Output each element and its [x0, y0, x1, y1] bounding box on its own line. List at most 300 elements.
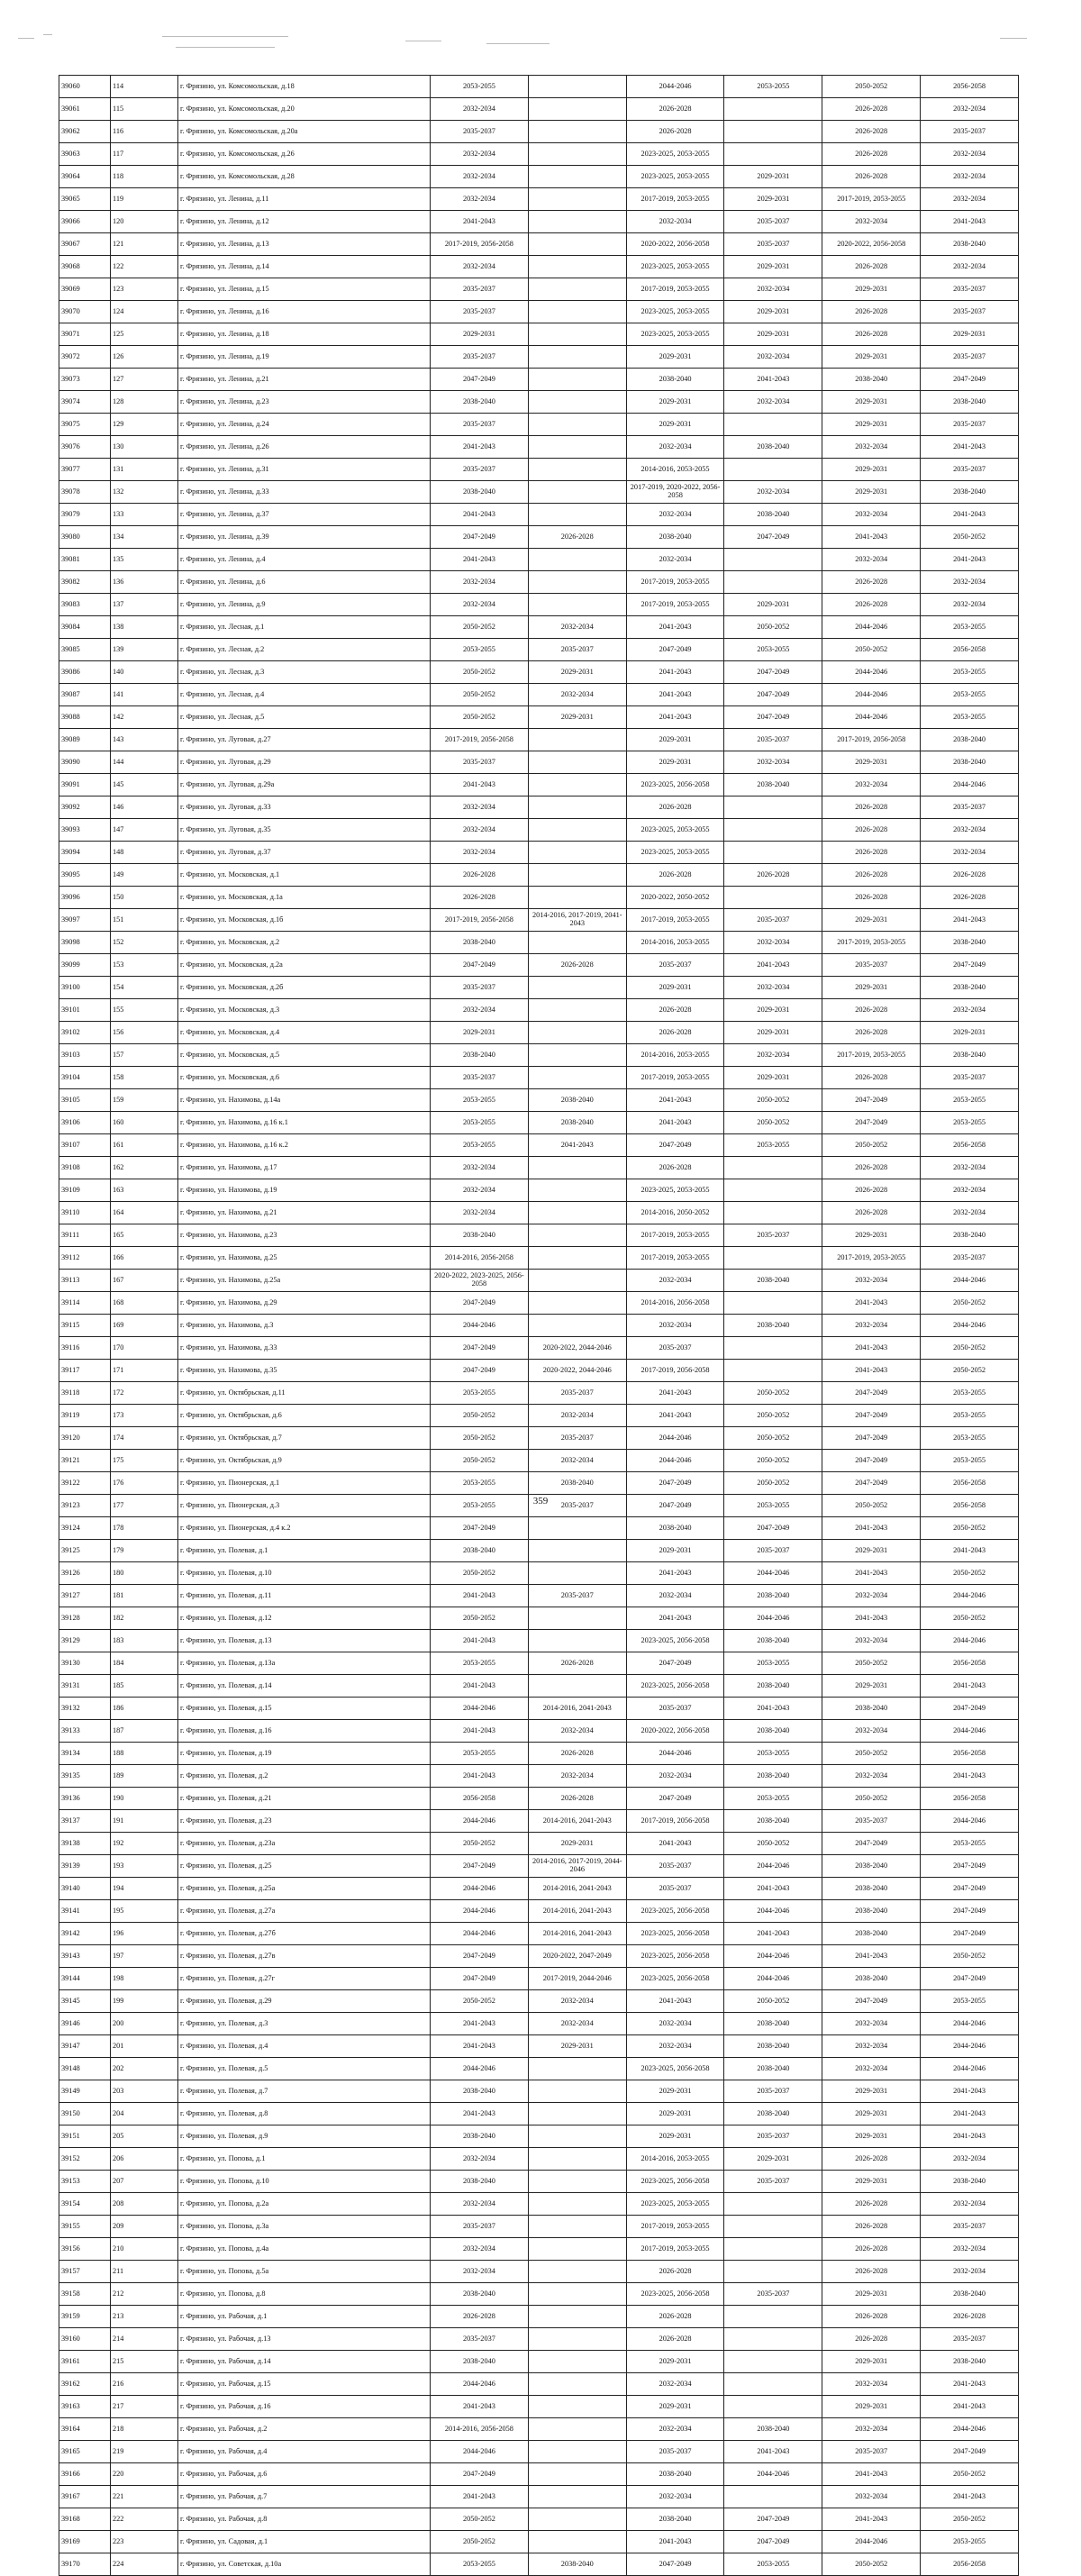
table-row — [59, 1698, 1019, 1720]
address-cell: г. Фрязино, ул. Полевая, д.4 — [178, 2035, 431, 2058]
row-number-cell: 190 — [111, 1788, 178, 1810]
period-cell-6: 2035-2037 — [921, 414, 1019, 436]
period-cell-5: 2050-2052 — [822, 1495, 921, 1517]
row-number-cell: 164 — [111, 1202, 178, 1224]
period-cell-4: 2050-2052 — [724, 1089, 822, 1112]
period-cell-6: 2044-2046 — [921, 1585, 1019, 1607]
address-cell: г. Фрязино, ул. Пионерская, д.3 — [178, 1495, 431, 1517]
period-cell-3: 2038-2040 — [626, 526, 724, 549]
row-number-cell: 216 — [111, 2373, 178, 2396]
period-cell-2 — [528, 1179, 626, 1202]
row-id-cell: 39127 — [59, 1585, 111, 1607]
period-cell-2 — [528, 999, 626, 1022]
period-cell-4: 2050-2052 — [724, 1990, 822, 2013]
row-number-cell: 187 — [111, 1720, 178, 1743]
register-table — [59, 75, 1019, 2576]
period-cell-2 — [528, 2396, 626, 2418]
period-cell-3: 2041-2043 — [626, 1833, 724, 1855]
period-cell-6: 2047-2049 — [921, 1968, 1019, 1990]
period-cell-4 — [724, 98, 822, 121]
table-row — [59, 751, 1019, 774]
period-cell-6: 2047-2049 — [921, 2441, 1019, 2463]
period-cell-2: 2032-2034 — [528, 1765, 626, 1788]
period-cell-6: 2053-2055 — [921, 616, 1019, 639]
row-number-cell: 202 — [111, 2058, 178, 2080]
period-cell-1: 2035-2037 — [431, 414, 529, 436]
address-cell: г. Фрязино, ул. Рабочая, д.14 — [178, 2351, 431, 2373]
period-cell-4: 2044-2046 — [724, 1607, 822, 1630]
period-cell-5: 2026-2028 — [822, 1179, 921, 1202]
period-cell-4: 2038-2040 — [724, 504, 822, 526]
period-cell-3: 2023-2025, 2056-2058 — [626, 1945, 724, 1968]
row-id-cell: 39158 — [59, 2283, 111, 2306]
row-id-cell: 39155 — [59, 2216, 111, 2238]
period-cell-1: 2032-2034 — [431, 999, 529, 1022]
table-row — [59, 1360, 1019, 1382]
row-id-cell: 39107 — [59, 1134, 111, 1157]
row-number-cell: 197 — [111, 1945, 178, 1968]
period-cell-4 — [724, 842, 822, 864]
period-cell-3: 2041-2043 — [626, 2531, 724, 2553]
period-cell-5: 2050-2052 — [822, 1788, 921, 1810]
address-cell: г. Фрязино, ул. Лесная, д.2 — [178, 639, 431, 661]
period-cell-2 — [528, 2193, 626, 2216]
period-cell-1: 2044-2046 — [431, 1878, 529, 1900]
period-cell-2 — [528, 188, 626, 211]
period-cell-3: 2017-2019, 2056-2058 — [626, 1810, 724, 1833]
period-cell-4 — [724, 796, 822, 819]
period-cell-1: 2044-2046 — [431, 1810, 529, 1833]
period-cell-2: 2029-2031 — [528, 1833, 626, 1855]
row-number-cell: 125 — [111, 323, 178, 346]
period-cell-4: 2038-2040 — [724, 1810, 822, 1833]
period-cell-1: 2041-2043 — [431, 774, 529, 796]
row-id-cell: 39138 — [59, 1833, 111, 1855]
period-cell-1: 2017-2019, 2056-2058 — [431, 909, 529, 932]
table-row — [59, 2080, 1019, 2103]
period-cell-3: 2035-2037 — [626, 1878, 724, 1900]
period-cell-3: 2026-2028 — [626, 98, 724, 121]
table-row — [59, 2216, 1019, 2238]
row-id-cell: 39121 — [59, 1450, 111, 1472]
period-cell-4: 2050-2052 — [724, 1405, 822, 1427]
period-cell-2: 2032-2034 — [528, 2013, 626, 2035]
row-id-cell: 39090 — [59, 751, 111, 774]
period-cell-3: 2044-2046 — [626, 1743, 724, 1765]
row-number-cell: 124 — [111, 301, 178, 323]
period-cell-6: 2032-2034 — [921, 842, 1019, 864]
period-cell-1: 2053-2055 — [431, 1652, 529, 1675]
period-cell-4: 2044-2046 — [724, 1968, 822, 1990]
row-number-cell: 219 — [111, 2441, 178, 2463]
period-cell-1: 2032-2034 — [431, 796, 529, 819]
period-cell-3: 2023-2025, 2056-2058 — [626, 2058, 724, 2080]
table-row — [59, 1585, 1019, 1607]
period-cell-4: 2044-2046 — [724, 1855, 822, 1878]
table-row — [59, 909, 1019, 932]
row-number-cell: 148 — [111, 842, 178, 864]
row-id-cell: 39159 — [59, 2306, 111, 2328]
row-id-cell: 39082 — [59, 571, 111, 594]
period-cell-6: 2035-2037 — [921, 1247, 1019, 1270]
table-row — [59, 887, 1019, 909]
period-cell-6: 2038-2040 — [921, 233, 1019, 256]
period-cell-4: 2032-2034 — [724, 481, 822, 504]
period-cell-5: 2017-2019, 2053-2055 — [822, 188, 921, 211]
period-cell-3: 2023-2025, 2056-2058 — [626, 1675, 724, 1698]
period-cell-4: 2053-2055 — [724, 76, 822, 98]
table-row — [59, 2283, 1019, 2306]
address-cell: г. Фрязино, ул. Полевая, д.15 — [178, 1698, 431, 1720]
row-number-cell: 185 — [111, 1675, 178, 1698]
table-row — [59, 76, 1019, 98]
row-number-cell: 191 — [111, 1810, 178, 1833]
address-cell: г. Фрязино, ул. Ленина, д.33 — [178, 481, 431, 504]
period-cell-6: 2032-2034 — [921, 999, 1019, 1022]
row-id-cell: 39136 — [59, 1788, 111, 1810]
period-cell-4 — [724, 549, 822, 571]
row-number-cell: 159 — [111, 1089, 178, 1112]
row-id-cell: 39148 — [59, 2058, 111, 2080]
period-cell-2: 2035-2037 — [528, 1382, 626, 1405]
table-row — [59, 2035, 1019, 2058]
period-cell-3: 2041-2043 — [626, 706, 724, 729]
period-cell-2 — [528, 2103, 626, 2125]
period-cell-2 — [528, 549, 626, 571]
period-cell-5: 2029-2031 — [822, 459, 921, 481]
row-number-cell: 163 — [111, 1179, 178, 1202]
row-number-cell: 204 — [111, 2103, 178, 2125]
period-cell-6: 2047-2049 — [921, 954, 1019, 977]
period-cell-6: 2056-2058 — [921, 1134, 1019, 1157]
period-cell-3: 2029-2031 — [626, 977, 724, 999]
address-cell: г. Фрязино, ул. Нахимова, д.29 — [178, 1292, 431, 1315]
table-row — [59, 2486, 1019, 2508]
period-cell-4: 2032-2034 — [724, 278, 822, 301]
row-id-cell: 39101 — [59, 999, 111, 1022]
period-cell-1: 2032-2034 — [431, 2193, 529, 2216]
period-cell-5: 2038-2040 — [822, 369, 921, 391]
row-number-cell: 201 — [111, 2035, 178, 2058]
period-cell-1: 2038-2040 — [431, 2351, 529, 2373]
period-cell-5: 2017-2019, 2053-2055 — [822, 1044, 921, 1067]
row-id-cell: 39168 — [59, 2508, 111, 2531]
row-number-cell: 183 — [111, 1630, 178, 1652]
period-cell-6: 2044-2046 — [921, 1810, 1019, 1833]
period-cell-5: 2047-2049 — [822, 1472, 921, 1495]
period-cell-2 — [528, 864, 626, 887]
period-cell-2 — [528, 2328, 626, 2351]
address-cell: г. Фрязино, ул. Полевая, д.7 — [178, 2080, 431, 2103]
address-cell: г. Фрязино, ул. Полевая, д.3 — [178, 2013, 431, 2035]
period-cell-6: 2038-2040 — [921, 481, 1019, 504]
row-number-cell: 158 — [111, 1067, 178, 1089]
row-id-cell: 39096 — [59, 887, 111, 909]
row-number-cell: 157 — [111, 1044, 178, 1067]
period-cell-4 — [724, 2351, 822, 2373]
row-id-cell: 39144 — [59, 1968, 111, 1990]
address-cell: г. Фрязино, ул. Нахимова, д.14а — [178, 1089, 431, 1112]
period-cell-2 — [528, 2463, 626, 2486]
table-row — [59, 2463, 1019, 2486]
period-cell-3: 2023-2025, 2053-2055 — [626, 323, 724, 346]
table-row — [59, 143, 1019, 166]
row-number-cell: 161 — [111, 1134, 178, 1157]
table-row — [59, 2013, 1019, 2035]
period-cell-4 — [724, 1202, 822, 1224]
period-cell-1: 2050-2052 — [431, 1833, 529, 1855]
row-number-cell: 223 — [111, 2531, 178, 2553]
period-cell-1: 2050-2052 — [431, 684, 529, 706]
table-row — [59, 1089, 1019, 1112]
row-id-cell: 39118 — [59, 1382, 111, 1405]
row-number-cell: 200 — [111, 2013, 178, 2035]
period-cell-5: 2026-2028 — [822, 301, 921, 323]
period-cell-2: 2032-2034 — [528, 1720, 626, 1743]
period-cell-6: 2038-2040 — [921, 1224, 1019, 1247]
period-cell-2 — [528, 1517, 626, 1540]
row-number-cell: 194 — [111, 1878, 178, 1900]
row-id-cell: 39123 — [59, 1495, 111, 1517]
period-cell-4: 2041-2043 — [724, 1878, 822, 1900]
period-cell-1: 2053-2055 — [431, 1089, 529, 1112]
period-cell-3: 2023-2025, 2053-2055 — [626, 1179, 724, 1202]
period-cell-4: 2047-2049 — [724, 706, 822, 729]
period-cell-6: 2035-2037 — [921, 2216, 1019, 2238]
period-cell-5: 2044-2046 — [822, 616, 921, 639]
row-number-cell: 220 — [111, 2463, 178, 2486]
row-id-cell: 39104 — [59, 1067, 111, 1089]
period-cell-6: 2053-2055 — [921, 706, 1019, 729]
period-cell-5: 2041-2043 — [822, 1517, 921, 1540]
table-row — [59, 1720, 1019, 1743]
period-cell-3: 2023-2025, 2053-2055 — [626, 2193, 724, 2216]
period-cell-1: 2038-2040 — [431, 481, 529, 504]
period-cell-5: 2026-2028 — [822, 2261, 921, 2283]
row-id-cell: 39109 — [59, 1179, 111, 1202]
table-row — [59, 729, 1019, 751]
period-cell-1: 2014-2016, 2056-2058 — [431, 2418, 529, 2441]
row-number-cell: 169 — [111, 1315, 178, 1337]
period-cell-6: 2029-2031 — [921, 323, 1019, 346]
period-cell-6: 2041-2043 — [921, 2103, 1019, 2125]
period-cell-6: 2056-2058 — [921, 1472, 1019, 1495]
row-number-cell: 195 — [111, 1900, 178, 1923]
period-cell-5: 2041-2043 — [822, 2508, 921, 2531]
row-number-cell: 123 — [111, 278, 178, 301]
period-cell-5: 2038-2040 — [822, 1923, 921, 1945]
row-id-cell: 39170 — [59, 2553, 111, 2576]
table-row — [59, 954, 1019, 977]
period-cell-2: 2032-2034 — [528, 1405, 626, 1427]
period-cell-5: 2032-2034 — [822, 436, 921, 459]
address-cell: г. Фрязино, ул. Советская, д.10а — [178, 2553, 431, 2576]
address-cell: г. Фрязино, ул. Ленина, д.4 — [178, 549, 431, 571]
address-cell: г. Фрязино, ул. Нахимова, д.3 — [178, 1315, 431, 1337]
period-cell-2 — [528, 729, 626, 751]
period-cell-5: 2032-2034 — [822, 2373, 921, 2396]
period-cell-4: 2038-2040 — [724, 2418, 822, 2441]
period-cell-5: 2047-2049 — [822, 1405, 921, 1427]
period-cell-1: 2032-2034 — [431, 819, 529, 842]
address-cell: г. Фрязино, ул. Попова, д.4а — [178, 2238, 431, 2261]
row-id-cell: 39120 — [59, 1427, 111, 1450]
period-cell-3: 2047-2049 — [626, 1134, 724, 1157]
period-cell-3: 2023-2025, 2056-2058 — [626, 1900, 724, 1923]
period-cell-6: 2050-2052 — [921, 1562, 1019, 1585]
period-cell-3: 2032-2034 — [626, 436, 724, 459]
period-cell-4: 2038-2040 — [724, 1585, 822, 1607]
period-cell-3: 2023-2025, 2053-2055 — [626, 256, 724, 278]
period-cell-4: 2035-2037 — [724, 1540, 822, 1562]
period-cell-2 — [528, 1315, 626, 1337]
row-number-cell: 149 — [111, 864, 178, 887]
period-cell-5: 2026-2028 — [822, 2148, 921, 2171]
row-number-cell: 127 — [111, 369, 178, 391]
address-cell: г. Фрязино, ул. Ленина, д.11 — [178, 188, 431, 211]
period-cell-1: 2047-2049 — [431, 1337, 529, 1360]
period-cell-5: 2026-2028 — [822, 796, 921, 819]
row-id-cell: 39124 — [59, 1517, 111, 1540]
period-cell-6: 2041-2043 — [921, 2396, 1019, 2418]
period-cell-3: 2029-2031 — [626, 2125, 724, 2148]
period-cell-3: 2032-2034 — [626, 211, 724, 233]
table-row — [59, 121, 1019, 143]
table-row — [59, 2531, 1019, 2553]
table-row — [59, 2396, 1019, 2418]
period-cell-5: 2026-2028 — [822, 864, 921, 887]
period-cell-4: 2029-2031 — [724, 301, 822, 323]
period-cell-4: 2035-2037 — [724, 233, 822, 256]
period-cell-3: 2041-2043 — [626, 616, 724, 639]
address-cell: г. Фрязино, ул. Нахимова, д.16 к.2 — [178, 1134, 431, 1157]
period-cell-4: 2032-2034 — [724, 346, 822, 369]
row-id-cell: 39111 — [59, 1224, 111, 1247]
period-cell-5: 2041-2043 — [822, 1945, 921, 1968]
row-id-cell: 39149 — [59, 2080, 111, 2103]
table-row — [59, 1945, 1019, 1968]
period-cell-1: 2050-2052 — [431, 2531, 529, 2553]
period-cell-5: 2026-2028 — [822, 2238, 921, 2261]
row-number-cell: 114 — [111, 76, 178, 98]
address-cell: г. Фрязино, ул. Полевая, д.21 — [178, 1788, 431, 1810]
period-cell-4: 2038-2040 — [724, 774, 822, 796]
table-row — [59, 819, 1019, 842]
row-number-cell: 144 — [111, 751, 178, 774]
period-cell-5: 2029-2031 — [822, 2283, 921, 2306]
address-cell: г. Фрязино, ул. Попова, д.5а — [178, 2261, 431, 2283]
period-cell-1: 2032-2034 — [431, 1179, 529, 1202]
table-row — [59, 166, 1019, 188]
address-cell: г. Фрязино, ул. Комсомольская, д.20 — [178, 98, 431, 121]
address-cell: г. Фрязино, ул. Нахимова, д.33 — [178, 1337, 431, 1360]
period-cell-6: 2041-2043 — [921, 2373, 1019, 2396]
period-cell-1: 2053-2055 — [431, 1112, 529, 1134]
row-id-cell: 39069 — [59, 278, 111, 301]
period-cell-4 — [724, 414, 822, 436]
period-cell-2: 2020-2022, 2044-2046 — [528, 1337, 626, 1360]
period-cell-1: 2053-2055 — [431, 2553, 529, 2576]
period-cell-1: 2053-2055 — [431, 1472, 529, 1495]
row-id-cell: 39146 — [59, 2013, 111, 2035]
period-cell-6: 2047-2049 — [921, 1923, 1019, 1945]
table-row — [59, 1788, 1019, 1810]
address-cell: г. Фрязино, ул. Ленина, д.19 — [178, 346, 431, 369]
period-cell-1: 2050-2052 — [431, 1562, 529, 1585]
row-id-cell: 39083 — [59, 594, 111, 616]
period-cell-3: 2017-2019, 2053-2055 — [626, 188, 724, 211]
period-cell-3: 2038-2040 — [626, 1517, 724, 1540]
period-cell-1: 2041-2043 — [431, 1765, 529, 1788]
address-cell: г. Фрязино, ул. Луговая, д.29а — [178, 774, 431, 796]
period-cell-2 — [528, 121, 626, 143]
row-number-cell: 151 — [111, 909, 178, 932]
period-cell-4 — [724, 2328, 822, 2351]
period-cell-2 — [528, 2058, 626, 2080]
period-cell-1: 2050-2052 — [431, 1450, 529, 1472]
row-id-cell: 39061 — [59, 98, 111, 121]
period-cell-2 — [528, 1247, 626, 1270]
table-row — [59, 1607, 1019, 1630]
period-cell-1: 2041-2043 — [431, 1585, 529, 1607]
row-id-cell: 39115 — [59, 1315, 111, 1337]
period-cell-5: 2026-2028 — [822, 121, 921, 143]
period-cell-6: 2056-2058 — [921, 1495, 1019, 1517]
period-cell-4: 2050-2052 — [724, 1382, 822, 1405]
period-cell-1: 2026-2028 — [431, 887, 529, 909]
period-cell-2: 2032-2034 — [528, 684, 626, 706]
address-cell: г. Фрязино, ул. Ленина, д.16 — [178, 301, 431, 323]
row-number-cell: 222 — [111, 2508, 178, 2531]
period-cell-2: 2014-2016, 2041-2043 — [528, 1810, 626, 1833]
table-row — [59, 594, 1019, 616]
address-cell: г. Фрязино, ул. Московская, д.3 — [178, 999, 431, 1022]
period-cell-2: 2026-2028 — [528, 1743, 626, 1765]
period-cell-2 — [528, 369, 626, 391]
period-cell-6: 2041-2043 — [921, 549, 1019, 571]
period-cell-1: 2041-2043 — [431, 1720, 529, 1743]
period-cell-4 — [724, 2216, 822, 2238]
address-cell: г. Фрязино, ул. Лесная, д.4 — [178, 684, 431, 706]
period-cell-6: 2056-2058 — [921, 1743, 1019, 1765]
table-row — [59, 1540, 1019, 1562]
period-cell-3: 2044-2046 — [626, 76, 724, 98]
period-cell-2 — [528, 1044, 626, 1067]
period-cell-6: 2032-2034 — [921, 2261, 1019, 2283]
period-cell-1: 2056-2058 — [431, 1788, 529, 1810]
row-id-cell: 39139 — [59, 1855, 111, 1878]
table-row — [59, 504, 1019, 526]
period-cell-2 — [528, 256, 626, 278]
row-id-cell: 39134 — [59, 1743, 111, 1765]
row-number-cell: 131 — [111, 459, 178, 481]
table-row — [59, 1202, 1019, 1224]
row-id-cell: 39161 — [59, 2351, 111, 2373]
period-cell-4: 2050-2052 — [724, 616, 822, 639]
period-cell-4: 2038-2040 — [724, 2103, 822, 2125]
period-cell-5: 2026-2028 — [822, 842, 921, 864]
period-cell-4: 2035-2037 — [724, 2283, 822, 2306]
address-cell: г. Фрязино, ул. Рабочая, д.13 — [178, 2328, 431, 2351]
address-cell: г. Фрязино, ул. Луговая, д.33 — [178, 796, 431, 819]
row-id-cell: 39106 — [59, 1112, 111, 1134]
period-cell-1: 2053-2055 — [431, 639, 529, 661]
period-cell-6: 2053-2055 — [921, 684, 1019, 706]
row-number-cell: 206 — [111, 2148, 178, 2171]
table-row — [59, 616, 1019, 639]
period-cell-3: 2029-2031 — [626, 2080, 724, 2103]
scan-header-noise — [18, 27, 1045, 72]
